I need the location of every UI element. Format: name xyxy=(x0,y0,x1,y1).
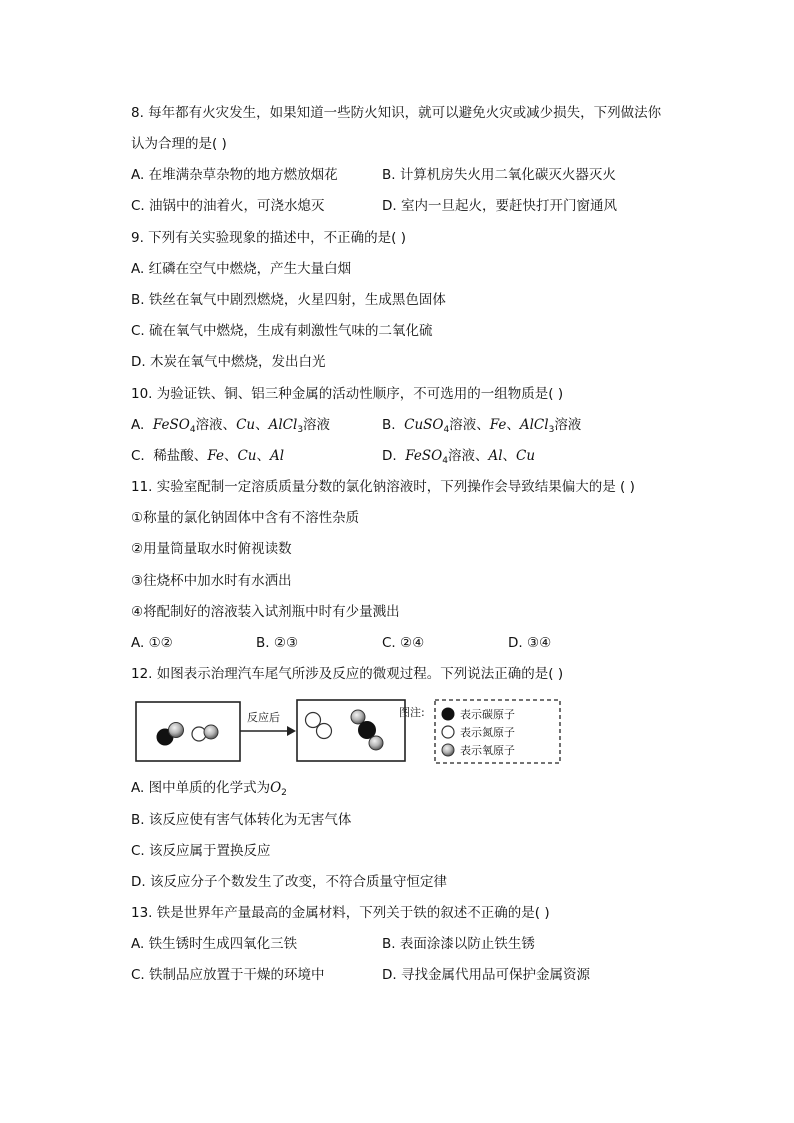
q10-d-text2: 、 xyxy=(502,448,517,464)
q10-b-formula3: AlCl xyxy=(519,417,549,433)
co-molecule xyxy=(157,723,184,746)
q12-option-d: D. 该反应分子个数发生了改变，不符合质量守恒定律 xyxy=(131,874,447,890)
q13-option-b: B. 表面涂漆以防止铁生锈 xyxy=(382,936,535,952)
q10-d-text1: 溶液、 xyxy=(447,448,489,464)
q12-option-c: C. 该反应属于置换反应 xyxy=(131,843,271,859)
after-reaction-box xyxy=(297,700,405,761)
q8-option-b: B. 计算机房失火用二氧化碳灭火器灭火 xyxy=(382,167,616,183)
q8-stem-line2: 认为合理的是( ) xyxy=(131,136,227,152)
no-molecule xyxy=(192,725,218,741)
legend-oxygen: 表示氧原子 xyxy=(460,744,515,757)
q11-option-a: A. ①② xyxy=(131,635,173,651)
q10-b-formula2: Fe xyxy=(489,417,507,433)
q13-stem: 13. 铁是世界年产量最高的金属材料，下列关于铁的叙述不正确的是( ) xyxy=(131,905,550,921)
q8-option-a: A. 在堆满杂草杂物的地方燃放烟花 xyxy=(131,167,338,183)
q11-statement-4: ④将配制好的溶液装入试剂瓶中时有少量溅出 xyxy=(131,604,400,620)
before-reaction-box xyxy=(136,702,240,761)
q8-stem-line1: 8. 每年都有火灾发生，如果知道一些防火知识，就可以避免火灾或减少损失，下列做法你 xyxy=(131,105,662,121)
q11-stem: 11. 实验室配制一定溶质质量分数的氯化钠溶液时，下列操作会导致结果偏大的是 ( ) xyxy=(131,479,635,495)
q12-a-sub: 2 xyxy=(281,788,287,798)
q10-a-text3: 溶液 xyxy=(303,417,331,433)
q10-a-formula3: AlCl xyxy=(268,417,298,433)
q11-statement-1: ①称量的氯化钠固体中含有不溶性杂质 xyxy=(131,510,360,526)
q10-d-formula2: Al xyxy=(488,448,503,464)
q10-option-c xyxy=(131,446,284,466)
q10-d-label: D. xyxy=(382,448,397,464)
q10-option-b xyxy=(382,415,581,440)
q12-a-text: A. 图中单质的化学式为 xyxy=(131,780,271,796)
q10-a-text1: 溶液、 xyxy=(195,417,237,433)
q10-a-formula1: FeSO xyxy=(152,417,190,433)
q10-b-text1: 溶液、 xyxy=(449,417,490,433)
q10-stem: 10. 为验证铁、铜、铝三种金属的活动性顺序，不可选用的一组物质是( ) xyxy=(131,386,564,402)
q10-a-sub1: 4 xyxy=(189,425,196,435)
q13-option-c: C. 铁制品应放置于干燥的环境中 xyxy=(131,967,325,983)
q10-d-sub1: 4 xyxy=(442,456,448,466)
q9-stem: 9. 下列有关实验现象的描述中，不正确的是( ) xyxy=(131,230,406,246)
q10-d-formula1: FeSO xyxy=(405,448,443,464)
q9-option-a: A. 红磷在空气中燃烧，产生大量白烟 xyxy=(131,261,352,277)
q13-option-d: D. 寻找金属代用品可保护金属资源 xyxy=(382,967,590,983)
q10-d-formula3: Cu xyxy=(516,448,536,464)
q8-option-d: D. 室内一旦起火，要赶快打开门窗通风 xyxy=(382,198,617,214)
oxygen-atom-icon xyxy=(442,744,454,756)
q10-c-text3: 、 xyxy=(256,448,270,464)
nitrogen-atom-icon xyxy=(442,726,454,738)
q11-option-d: D. ③④ xyxy=(508,635,552,651)
q10-c-formula2: Cu xyxy=(237,448,257,464)
q11-option-b: B. ②③ xyxy=(256,635,299,651)
q10-b-sub1: 4 xyxy=(443,425,450,435)
q10-b-label: B. xyxy=(382,417,396,433)
q11-statement-3: ③往烧杯中加水时有水洒出 xyxy=(131,573,292,589)
q10-c-formula3: Al xyxy=(269,448,285,464)
q11-statement-2: ②用量筒量取水时俯视读数 xyxy=(131,541,292,557)
q12-reaction-diagram xyxy=(130,696,570,768)
legend-carbon: 表示碳原子 xyxy=(460,708,515,721)
q10-a-label: A. xyxy=(131,417,145,433)
q10-b-text2: 、 xyxy=(506,417,520,433)
co2-molecule xyxy=(351,710,383,750)
carbon-atom-icon xyxy=(442,708,455,721)
q8-option-c: C. 油锅中的油着火，可浇水熄灭 xyxy=(131,198,325,214)
q10-a-formula2: Cu xyxy=(236,417,256,433)
q10-b-text3: 溶液 xyxy=(554,417,582,433)
reaction-arrow xyxy=(240,726,296,736)
q9-option-d: D. 木炭在氧气中燃烧，发出白光 xyxy=(131,354,326,370)
q10-a-sub2: 3 xyxy=(297,425,304,435)
q11-option-c: C. ②④ xyxy=(382,635,425,651)
legend-title-label: 图注: xyxy=(399,706,425,719)
legend-nitrogen: 表示氮原子 xyxy=(460,726,515,739)
arrow-label: 反应后 xyxy=(247,711,280,724)
q9-option-b: B. 铁丝在氧气中剧烈燃烧，火星四射，生成黑色固体 xyxy=(131,292,446,308)
q12-a-formula: O xyxy=(270,780,282,796)
q10-b-formula1: CuSO xyxy=(404,417,444,433)
q10-c-formula1: Fe xyxy=(207,448,224,464)
q10-option-a xyxy=(131,415,330,440)
q13-option-a: A. 铁生锈时生成四氧化三铁 xyxy=(131,936,298,952)
n2-molecule xyxy=(306,713,332,739)
q10-b-sub2: 3 xyxy=(548,425,555,435)
q9-option-c: C. 硫在氧气中燃烧，生成有刺激性气味的二氧化硫 xyxy=(131,323,433,339)
q12-option-a xyxy=(131,778,287,803)
q10-c-label: C. xyxy=(131,448,145,464)
q12-stem: 12. 如图表示治理汽车尾气所涉及反应的微观过程。下列说法正确的是( ) xyxy=(131,666,564,682)
q10-c-text2: 、 xyxy=(223,448,238,464)
q12-option-b: B. 该反应使有害气体转化为无害气体 xyxy=(131,812,352,828)
q10-a-text2: 、 xyxy=(255,417,269,433)
q10-c-text1: 稀盐酸、 xyxy=(153,448,208,464)
q10-option-d xyxy=(382,446,535,471)
